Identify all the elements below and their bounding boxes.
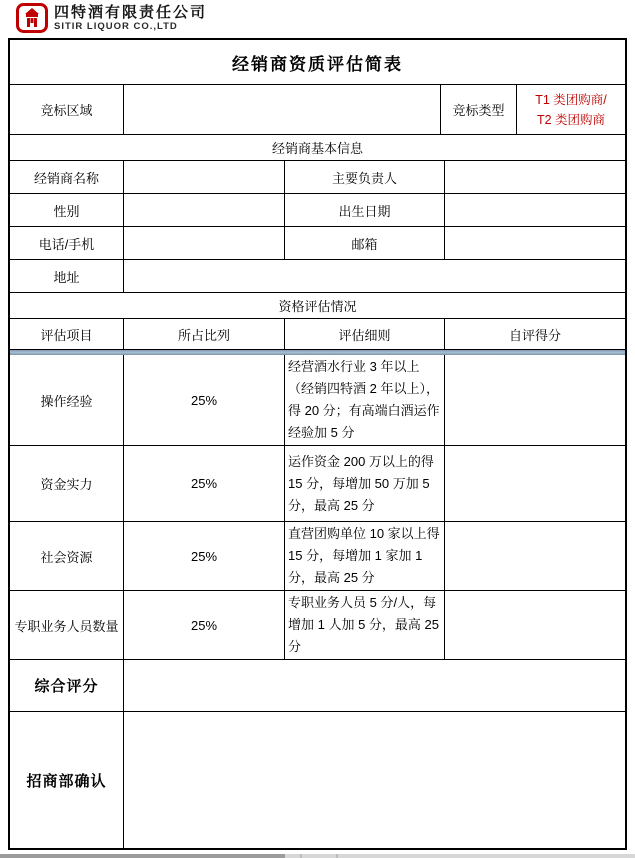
overall-score-label: 综合评分 bbox=[10, 660, 124, 711]
dealer-assessment-form bbox=[8, 38, 627, 850]
score-field[interactable] bbox=[445, 355, 625, 445]
scrollbar-tick bbox=[300, 854, 302, 858]
company-name-en: SITIR LIQUOR CO.,LTD bbox=[54, 21, 178, 32]
assessment-row-staff bbox=[10, 591, 625, 660]
score-field[interactable] bbox=[445, 522, 625, 590]
col-header-item: 评估项目 bbox=[10, 319, 124, 349]
criteria-text: 直营团购单位 10 家以上得 15 分，每增加 1 家加 1 分，最高 25 分 bbox=[285, 522, 445, 590]
basic-info-row-name bbox=[10, 161, 625, 194]
assessment-row-funds bbox=[10, 446, 625, 522]
assessment-row-experience bbox=[10, 355, 625, 446]
gender-label: 性别 bbox=[10, 194, 124, 226]
item-label: 专职业务人员数量 bbox=[10, 591, 124, 659]
address-label: 地址 bbox=[10, 260, 124, 292]
principal-field[interactable] bbox=[445, 161, 625, 193]
dealer-name-field[interactable] bbox=[124, 161, 285, 193]
ratio-value: 25% bbox=[124, 355, 285, 445]
basic-info-row-phone bbox=[10, 227, 625, 260]
bid-type-label: 竞标类型 bbox=[441, 85, 517, 134]
ratio-value: 25% bbox=[124, 522, 285, 590]
email-label: 邮箱 bbox=[285, 227, 445, 259]
form-title-row bbox=[10, 40, 625, 85]
confirmation-row bbox=[10, 712, 625, 848]
item-label: 社会资源 bbox=[10, 522, 124, 590]
phone-label: 电话/手机 bbox=[10, 227, 124, 259]
item-label: 资金实力 bbox=[10, 446, 124, 521]
bid-type-value bbox=[517, 85, 625, 134]
basic-info-row-address bbox=[10, 260, 625, 293]
company-name-cn: 四特酒有限责任公司 bbox=[54, 4, 208, 21]
horizontal-scrollbar[interactable] bbox=[0, 854, 635, 858]
bid-region-field[interactable] bbox=[124, 85, 441, 134]
basic-info-row-gender bbox=[10, 194, 625, 227]
company-emblem-icon bbox=[16, 3, 48, 33]
item-label: 操作经验 bbox=[10, 355, 124, 445]
dealer-name-label: 经销商名称 bbox=[10, 161, 124, 193]
col-header-ratio: 所占比列 bbox=[124, 319, 285, 349]
form-title: 经销商资质评估简表 bbox=[232, 54, 403, 74]
company-logo bbox=[16, 3, 207, 33]
col-header-score: 自评得分 bbox=[508, 327, 561, 343]
criteria-text: 经营酒水行业 3 年以上（经销四特酒 2 年以上），得 20 分；有高端白酒运作经验加 5 分 bbox=[285, 355, 445, 445]
overall-score-row bbox=[10, 660, 625, 712]
bid-type-value-line1: T1 类团购商/ bbox=[535, 92, 607, 107]
ratio-value: 25% bbox=[124, 591, 285, 659]
scrollbar-thumb[interactable] bbox=[0, 854, 285, 858]
principal-label: 主要负责人 bbox=[285, 161, 445, 193]
bid-type-value-line2: T2 类团购商 bbox=[536, 112, 606, 127]
overall-score-field[interactable] bbox=[124, 660, 625, 711]
scrollbar-tick bbox=[336, 854, 338, 858]
section-basic-info: 经销商基本信息 bbox=[10, 135, 625, 161]
score-field[interactable] bbox=[445, 591, 625, 659]
bid-region-label: 竞标区域 bbox=[10, 85, 124, 134]
gender-field[interactable] bbox=[124, 194, 285, 226]
score-field[interactable] bbox=[445, 446, 625, 521]
bid-row bbox=[10, 85, 625, 135]
email-field[interactable] bbox=[445, 227, 625, 259]
confirmation-label: 招商部确认 bbox=[10, 712, 124, 848]
col-header-criteria: 评估细则 bbox=[285, 319, 445, 349]
phone-field[interactable] bbox=[124, 227, 285, 259]
criteria-text: 运作资金 200 万以上的得 15 分，每增加 50 万加 5 分，最高 25 分 bbox=[285, 446, 445, 521]
criteria-text: 专职业务人员 5 分/人，每增加 1 人加 5 分，最高 25 分 bbox=[285, 591, 445, 659]
section-assessment: 资格评估情况 bbox=[10, 293, 625, 319]
confirmation-field[interactable] bbox=[124, 712, 625, 848]
birthdate-field[interactable] bbox=[445, 194, 625, 226]
ratio-value: 25% bbox=[124, 446, 285, 521]
assessment-header-row bbox=[10, 319, 625, 350]
assessment-row-social bbox=[10, 522, 625, 591]
birthdate-label: 出生日期 bbox=[285, 194, 445, 226]
address-field[interactable] bbox=[124, 260, 625, 292]
